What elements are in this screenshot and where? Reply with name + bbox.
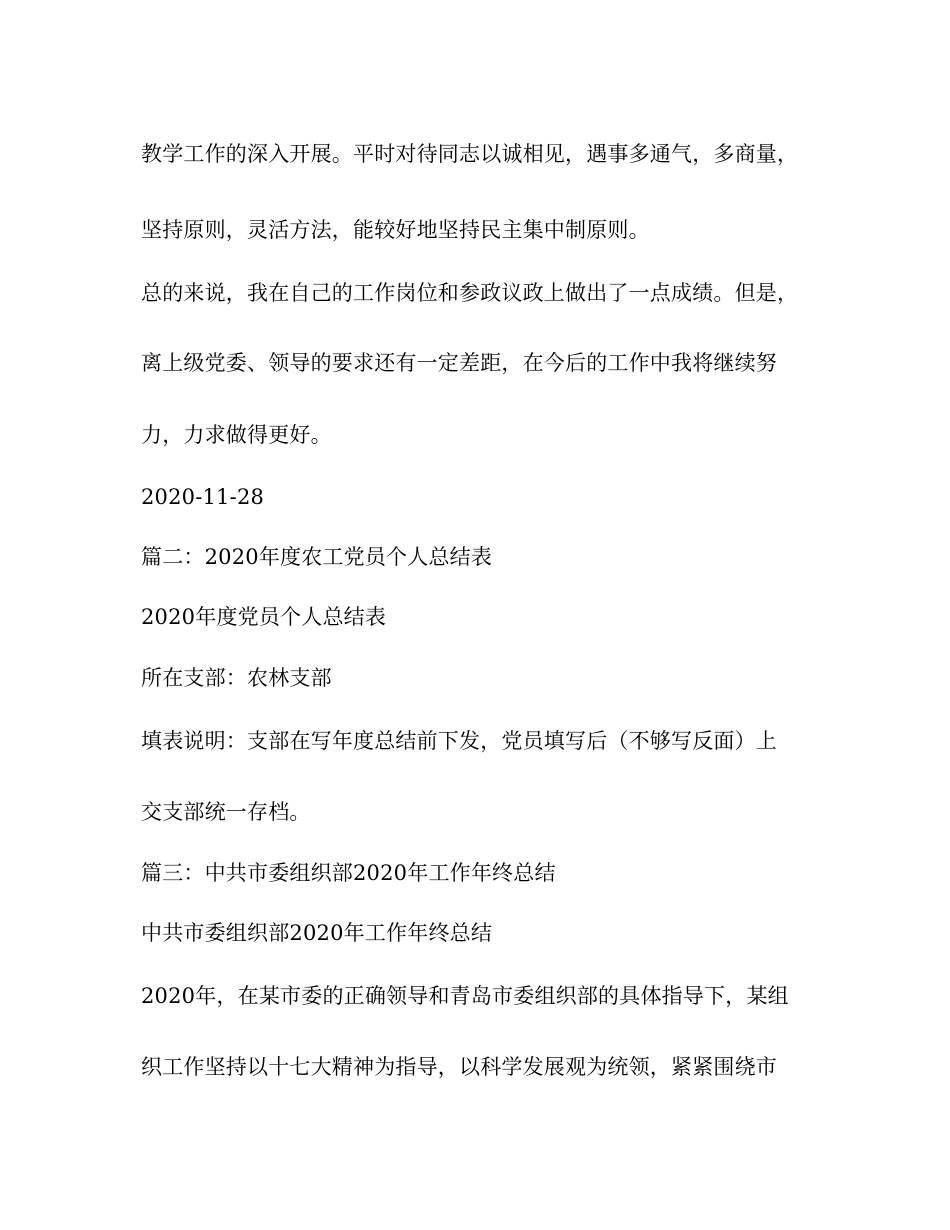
text-line-15: 织工作坚持以十七大精神为指导，以科学发展观为统领，紧紧围绕市 [141, 1055, 777, 1079]
section-two-heading: 篇二：2020年度农工党员个人总结表 [141, 545, 493, 569]
text-line-1: 教学工作的深入开展。平时对待同志以诚相见，遇事多通气，多商量， [141, 142, 799, 166]
text-line-4: 离上级党委、领导的要求还有一定差距，在今后的工作中我将继续努 [141, 351, 777, 375]
text-line-3: 总的来说，我在自己的工作岗位和参政议政上做出了一点成绩。但是， [141, 281, 799, 305]
form-title: 2020年度党员个人总结表 [141, 605, 387, 629]
instructions-line-2: 交支部统一存档。 [141, 800, 311, 824]
text-line-5: 力，力求做得更好。 [141, 423, 332, 447]
branch-line: 所在支部：农林支部 [141, 666, 332, 690]
report-title: 中共市委组织部2020年工作年终总结 [141, 921, 493, 945]
section-three-heading: 篇三：中共市委组织部2020年工作年终总结 [141, 861, 556, 885]
text-line-2: 坚持原则，灵活方法，能较好地坚持民主集中制原则。 [141, 218, 650, 242]
instructions-line-1: 填表说明：支部在写年度总结前下发，党员填写后（不够写反面）上 [141, 729, 777, 753]
text-line-14: 2020年，在某市委的正确领导和青岛市委组织部的具体指导下，某组 [141, 984, 789, 1008]
date-line: 2020-11-28 [141, 485, 265, 509]
